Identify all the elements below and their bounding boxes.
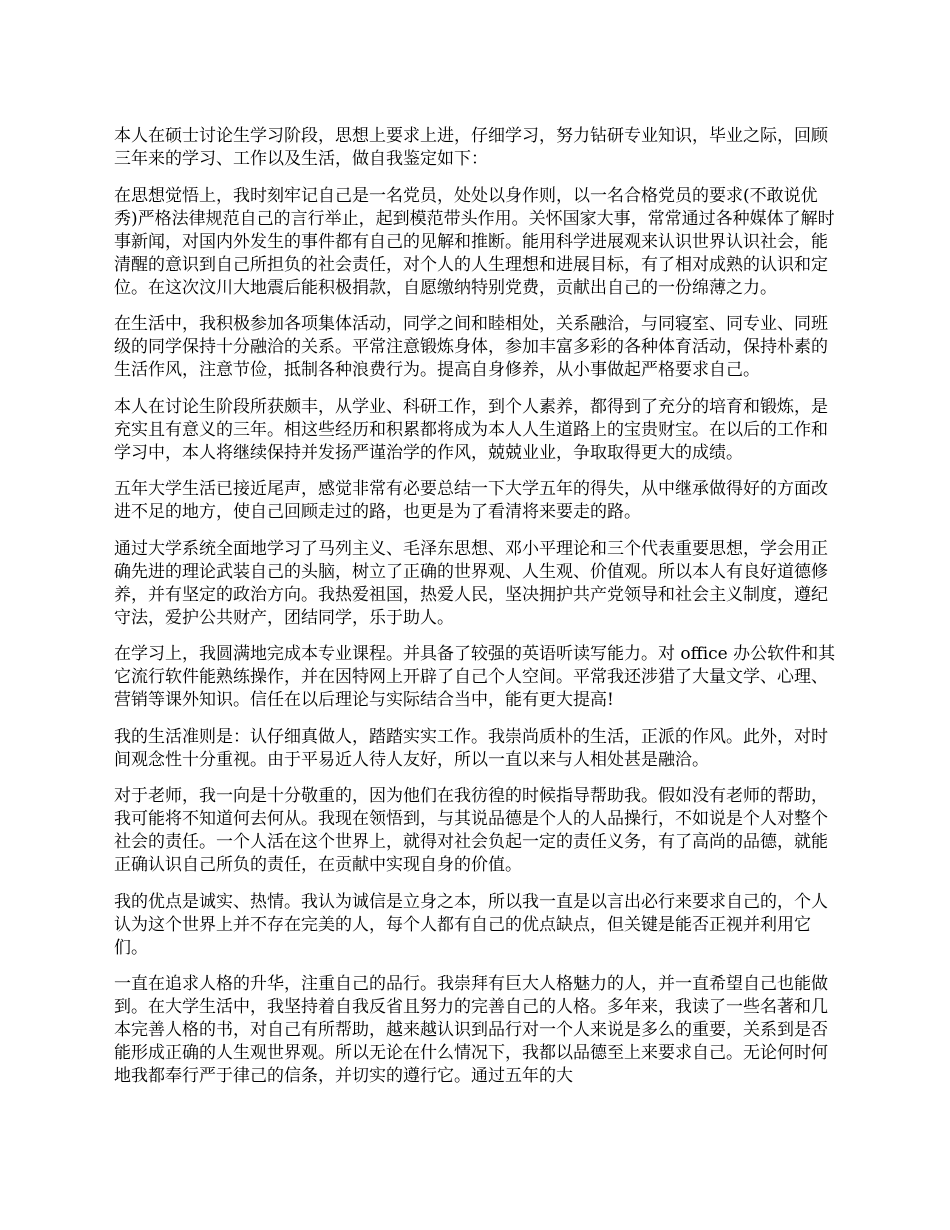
life-paragraph: 在生活中，我积极参加各项集体活动，同学之间和睦相处，关系融洽，与同寝室、同专业、同班级的同学保持十分融洽的关系。平常注意锻炼身体，参加丰富多彩的各种体育活动，保持朴素的生活作风，注意节俭，抵制各种浪费行为。提高自身修养，从小事做起严格要求自己。 bbox=[114, 314, 828, 380]
graduate-summary-paragraph: 本人在讨论生阶段所获颇丰，从学业、科研工作，到个人素养，都得到了充分的培育和锻炼，是充实且有意义的三年。相这些经历和积累都将成为本人人生道路上的宝贵财宝。在以后的工作和学习中，本人将继续保持并发扬严谨治学的作风，兢兢业业，争取取得更大的成绩。 bbox=[114, 396, 828, 463]
academic-paragraph: 在学习上，我圆满地完成本专业课程。并具备了较强的英语听读写能力。对 office 办公软件和其它流行软件能熟练操作，并在因特网上开辟了自己个人空间。平常我还涉猎了大量文学、心理、营销等课外知识。信任在以后理论与实际结合当中，能有更大提高! bbox=[114, 644, 836, 710]
teachers-paragraph: 对于老师，我一向是十分敬重的，因为他们在我彷徨的时候指导帮助我。假如没有老师的帮助，我可能将不知道何去何从。我现在领悟到，与其说品德是个人的人品操行，不如说是个人对整个社会的责任。一个人活在这个世界上，就得对社会负起一定的责任义务，有了高尚的品德，就能正确认识自己所负的责任，在贡献中实现自身的价值。 bbox=[114, 786, 828, 875]
strengths-paragraph: 我的优点是诚实、热情。我认为诚信是立身之本，所以我一直是以言出必行来要求自己的，个人认为这个世界上并不存在完美的人，每个人都有自己的优点缺点，但关键是能否正视并利用它们。 bbox=[114, 891, 828, 958]
political-study-paragraph: 通过大学系统全面地学习了马列主义、毛泽东思想、邓小平理论和三个代表重要思想，学会用正确先进的理论武装自己的头脑，树立了正确的世界观、人生观、价值观。所以本人有良好道德修养，并有坚定的政治方向。我热爱祖国，热爱人民，坚决拥护共产党领导和社会主义制度，遵纪守法，爱护公共财产，团结同学，乐于助人。 bbox=[114, 538, 828, 628]
character-paragraph: 一直在追求人格的升华，注重自己的品行。我崇拜有巨大人格魅力的人，并一直希望自己也能做到。在大学生活中，我坚持着自我反省且努力的完善自己的人格。多年来，我读了一些名著和几本完善人格的书，对自己有所帮助，越来越认识到品行对一个人来说是多么的重要，关系到是否能形成正确的人生观世界观。所以无论在什么情况下，我都以品德至上来要求自己。无论何时何地我都奉行严于律己的信条，并切实的遵行它。通过五年的大 bbox=[114, 974, 828, 1086]
life-principle-paragraph: 我的生活准则是：认仔细真做人，踏踏实实工作。我崇尚质朴的生活，正派的作风。此外，对时间观念性十分重视。由于平易近人待人友好，所以一直以来与人相处甚是融洽。 bbox=[114, 726, 828, 770]
document-body bbox=[114, 125, 840, 1102]
intro-paragraph: 本人在硕士讨论生学习阶段，思想上要求上进，仔细学习，努力钻研专业知识，毕业之际，回顾三年来的学习、工作以及生活，做自我鉴定如下： bbox=[114, 126, 828, 169]
ideology-paragraph: 在思想觉悟上，我时刻牢记自己是一名党员，处处以身作则，以一名合格党员的要求(不敢说优秀)严格法律规范自己的言行举止，起到模范带头作用。关怀国家大事，常常通过各种媒体了解时事新闻，对国内外发生的事件都有自己的见解和推断。能用科学进展观来认识世界认识社会，能清醒的意识到自己所担负的社会责任，对个人的人生理想和进展目标，有了相对成熟的认识和定位。在这次汶川大地震后能积极捐款，自愿缴纳特别党费，贡献出自己的一份绵薄之力。 bbox=[114, 185, 835, 298]
university-reflection-paragraph: 五年大学生活已接近尾声，感觉非常有必要总结一下大学五年的得失，从中继承做得好的方面改进不足的地方，使自己回顾走过的路，也更是为了看清将来要走的路。 bbox=[114, 479, 828, 522]
